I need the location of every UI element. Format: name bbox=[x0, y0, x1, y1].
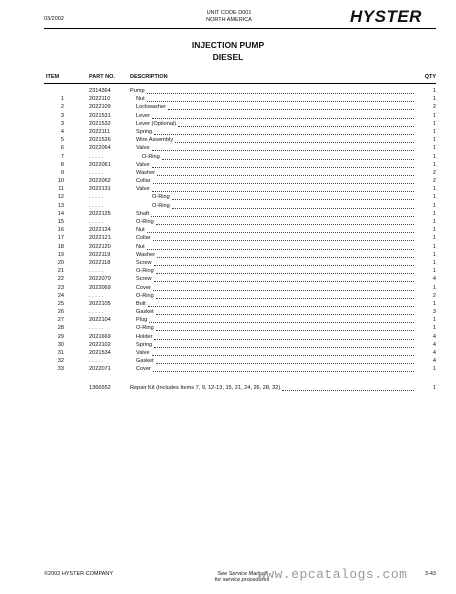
item-number: 33 bbox=[57, 366, 64, 373]
table-row bbox=[44, 284, 436, 292]
leader-dots bbox=[154, 341, 414, 348]
leader-dots bbox=[154, 333, 414, 340]
table-row bbox=[44, 267, 436, 275]
item-number: 17 bbox=[57, 235, 64, 242]
quantity: 1 bbox=[432, 96, 436, 103]
description-text: O-Ring bbox=[152, 202, 170, 209]
table-row bbox=[44, 153, 436, 161]
table-row bbox=[44, 185, 436, 193]
table-row bbox=[44, 177, 436, 185]
item-number: 3 bbox=[60, 120, 64, 127]
item-number: 10 bbox=[57, 178, 64, 185]
description-text: Wire Assembly bbox=[136, 137, 173, 144]
description-text: Valve bbox=[136, 186, 150, 193]
description bbox=[130, 177, 414, 185]
quantity: 1 bbox=[432, 186, 436, 193]
description bbox=[130, 349, 414, 357]
description-text: Screw bbox=[136, 259, 152, 266]
part-number: 2022118 bbox=[89, 259, 111, 266]
issue-date: 03/2002 bbox=[44, 16, 64, 22]
leader-dots bbox=[156, 292, 414, 299]
page-number: 3-43 bbox=[424, 571, 436, 577]
part-number: 2022069 bbox=[89, 284, 111, 291]
description bbox=[130, 333, 414, 341]
part-number: 1366552 bbox=[89, 384, 111, 391]
table-row bbox=[44, 112, 436, 120]
parts-table bbox=[44, 87, 436, 392]
leader-dots bbox=[153, 177, 414, 184]
watermark: www.epcatalogs.com bbox=[258, 567, 408, 582]
leader-dots bbox=[156, 357, 414, 364]
quantity: 1 bbox=[432, 227, 436, 234]
description-text: Bolt bbox=[136, 300, 146, 307]
leader-dots bbox=[147, 95, 414, 102]
quantity: 1 bbox=[432, 300, 436, 307]
part-number: . . . . . bbox=[89, 268, 103, 275]
quantity: 1 bbox=[432, 128, 436, 135]
leader-dots bbox=[149, 316, 414, 323]
quantity: 1 bbox=[432, 194, 436, 201]
item-number: 20 bbox=[57, 259, 64, 266]
header-divider bbox=[44, 28, 436, 29]
description bbox=[130, 120, 414, 128]
part-number: 2022124 bbox=[89, 227, 111, 234]
page-subtitle: DIESEL bbox=[212, 52, 244, 62]
part-number: 2022109 bbox=[89, 104, 111, 111]
description bbox=[130, 95, 414, 103]
quantity: 4 bbox=[432, 350, 436, 356]
table-row bbox=[44, 251, 436, 259]
table-row bbox=[44, 308, 436, 316]
leader-dots bbox=[157, 251, 414, 258]
item-number: 6 bbox=[60, 145, 64, 152]
description bbox=[130, 144, 414, 152]
part-number: 2022070 bbox=[89, 276, 111, 283]
description-text: O-Ring bbox=[136, 219, 154, 225]
description bbox=[130, 284, 414, 292]
description bbox=[130, 161, 414, 169]
leader-dots bbox=[152, 185, 414, 192]
description bbox=[130, 128, 414, 136]
leader-dots bbox=[153, 234, 414, 241]
part-number: 2021534 bbox=[89, 350, 111, 356]
description-text: Repair Kit (Includes Items 7, 9, 12-13, 15, 21, 24, 26, 28, 32) bbox=[130, 384, 281, 391]
part-number: 2022119 bbox=[89, 251, 111, 258]
quantity: 1 bbox=[432, 251, 436, 258]
leader-dots bbox=[154, 128, 414, 135]
part-number: . . . . . bbox=[89, 153, 103, 160]
part-number: . . . . . bbox=[89, 202, 103, 209]
table-row bbox=[44, 120, 436, 128]
part-number: 2022102 bbox=[89, 341, 111, 348]
item-number: 26 bbox=[57, 309, 64, 316]
table-row bbox=[44, 136, 436, 144]
description bbox=[130, 324, 414, 332]
leader-dots bbox=[152, 112, 414, 119]
description bbox=[130, 316, 414, 324]
item-number: 21 bbox=[57, 268, 64, 275]
part-number: 2022111 bbox=[89, 128, 110, 135]
quantity: 1 bbox=[432, 88, 436, 94]
leader-dots bbox=[154, 259, 414, 266]
description-text: Collar bbox=[136, 235, 151, 242]
description bbox=[130, 243, 414, 251]
description bbox=[130, 202, 414, 210]
part-number: . . . . . bbox=[89, 358, 103, 365]
part-number: 2022125 bbox=[89, 210, 111, 217]
description bbox=[130, 210, 414, 218]
part-number: 2022062 bbox=[89, 178, 111, 185]
description-text: Spring bbox=[136, 128, 153, 135]
table-row bbox=[44, 210, 436, 218]
leader-dots bbox=[148, 300, 414, 307]
quantity: 2 bbox=[432, 104, 436, 111]
item-number: 25 bbox=[57, 300, 64, 307]
item-number: 16 bbox=[57, 227, 64, 234]
description bbox=[130, 300, 414, 308]
part-number: 2021531 bbox=[89, 112, 111, 119]
part-number: . . . . . bbox=[89, 325, 103, 332]
item-number: 24 bbox=[57, 292, 64, 299]
table-row bbox=[44, 357, 436, 365]
description bbox=[130, 365, 414, 373]
description bbox=[130, 251, 414, 259]
part-number: . . . . . bbox=[89, 292, 103, 299]
leader-dots bbox=[162, 153, 414, 160]
description-text: O-Ring bbox=[142, 153, 160, 160]
description bbox=[130, 308, 414, 316]
quantity: 1 bbox=[432, 161, 436, 168]
item-number: 8 bbox=[60, 161, 64, 168]
description-text: Washer bbox=[136, 169, 156, 176]
description-text: O-Ring bbox=[136, 292, 154, 299]
column-item: ITEM bbox=[46, 74, 60, 80]
description bbox=[130, 136, 414, 144]
item-number: 2 bbox=[60, 104, 64, 111]
quantity: 1 bbox=[432, 366, 436, 373]
leader-dots bbox=[178, 120, 414, 127]
item-number: 5 bbox=[60, 137, 64, 144]
item-number: 30 bbox=[57, 341, 64, 348]
leader-dots bbox=[172, 202, 414, 209]
part-number: . . . . . bbox=[89, 194, 103, 201]
table-row bbox=[44, 259, 436, 267]
description-text: Spring bbox=[136, 341, 153, 348]
description bbox=[130, 292, 414, 300]
part-number: 2022105 bbox=[89, 300, 111, 307]
item-number: 19 bbox=[57, 251, 64, 258]
table-row bbox=[44, 275, 436, 283]
description bbox=[130, 384, 414, 392]
leader-dots bbox=[156, 218, 414, 225]
table-row bbox=[44, 161, 436, 169]
description-text: Lever (Optional) bbox=[136, 120, 177, 127]
table-row bbox=[44, 324, 436, 332]
page-title: INJECTION PUMP bbox=[191, 40, 265, 50]
column-description: DESCRIPTION bbox=[130, 74, 168, 80]
item-number: 15 bbox=[57, 219, 64, 225]
table-row bbox=[44, 103, 436, 111]
description bbox=[130, 234, 414, 242]
description bbox=[130, 218, 414, 226]
quantity: 4 bbox=[432, 333, 436, 340]
table-row bbox=[44, 316, 436, 324]
leader-dots bbox=[151, 210, 414, 217]
description-text: Cover bbox=[136, 284, 151, 291]
table-row bbox=[44, 349, 436, 357]
quantity: 2 bbox=[432, 178, 436, 185]
leader-dots bbox=[156, 324, 414, 331]
description-text: O-Ring bbox=[136, 268, 154, 275]
quantity: 1 bbox=[432, 112, 436, 119]
description bbox=[130, 259, 414, 267]
service-note-line2: for service procedures bbox=[214, 577, 270, 583]
quantity: 1 bbox=[432, 325, 436, 332]
item-number: 23 bbox=[57, 284, 64, 291]
quantity: 4 bbox=[432, 341, 436, 348]
table-row bbox=[44, 87, 436, 95]
description bbox=[130, 275, 414, 283]
table-row bbox=[44, 365, 436, 373]
service-note-line1: See Service Manual bbox=[217, 571, 267, 577]
quantity: 1 bbox=[432, 235, 436, 242]
page-header bbox=[0, 0, 456, 30]
table-row bbox=[44, 234, 436, 242]
part-number: 2022104 bbox=[89, 317, 111, 324]
quantity: 3 bbox=[432, 309, 436, 316]
table-row bbox=[44, 169, 436, 177]
description-text: Valve bbox=[136, 145, 150, 152]
item-number: 7 bbox=[60, 153, 64, 160]
item-number: 1 bbox=[60, 96, 64, 103]
item-number: 31 bbox=[57, 350, 64, 356]
item-number: 11 bbox=[58, 186, 64, 193]
leader-dots bbox=[152, 161, 414, 168]
part-number: 2022131 bbox=[89, 186, 111, 193]
description bbox=[130, 341, 414, 349]
quantity: 1 bbox=[432, 219, 436, 225]
table-row bbox=[44, 341, 436, 349]
part-number: 2021669 bbox=[89, 333, 111, 340]
leader-dots bbox=[175, 136, 414, 143]
part-number: 2021532 bbox=[89, 120, 111, 127]
table-row bbox=[44, 202, 436, 210]
description bbox=[130, 267, 414, 275]
quantity: 1 bbox=[432, 243, 436, 250]
item-number: 9 bbox=[60, 169, 64, 176]
quantity: 4 bbox=[432, 276, 436, 283]
leader-dots bbox=[157, 169, 414, 176]
item-number: 13 bbox=[57, 202, 64, 209]
table-row bbox=[44, 144, 436, 152]
part-number: 2022061 bbox=[89, 161, 111, 168]
part-number: . . . . . bbox=[89, 309, 103, 316]
table-row bbox=[44, 193, 436, 201]
item-number: 22 bbox=[57, 276, 64, 283]
description-text: O-Ring bbox=[136, 325, 154, 332]
quantity: 1 bbox=[432, 268, 436, 275]
table-row bbox=[44, 243, 436, 251]
description bbox=[130, 112, 414, 120]
quantity: 1 bbox=[432, 145, 436, 152]
part-number: 2022071 bbox=[89, 366, 111, 373]
item-number: 12 bbox=[57, 194, 64, 201]
description-text: Washer bbox=[136, 251, 156, 258]
description-text: Cover bbox=[136, 366, 151, 373]
item-number: 29 bbox=[57, 333, 64, 340]
leader-dots bbox=[172, 193, 414, 200]
quantity: 1 bbox=[432, 284, 436, 291]
leader-dots bbox=[147, 243, 414, 250]
quantity: 1 bbox=[432, 137, 436, 144]
leader-dots bbox=[156, 308, 414, 315]
description bbox=[130, 169, 414, 177]
item-number: 3 bbox=[60, 112, 64, 119]
unit-code: UNIT CODE D001 bbox=[206, 10, 252, 16]
part-number: 2022120 bbox=[89, 243, 111, 250]
region: NORTH AMERICA bbox=[206, 17, 252, 23]
part-number: 2022110 bbox=[89, 96, 111, 103]
table-header-divider bbox=[44, 83, 436, 84]
part-number: 2022064 bbox=[89, 145, 111, 152]
description-text: Holder bbox=[136, 333, 153, 340]
part-number: 2314364 bbox=[89, 88, 111, 94]
part-number: 2021526 bbox=[89, 137, 111, 144]
leader-dots bbox=[147, 87, 414, 94]
quantity: 1 bbox=[432, 153, 436, 160]
description-text: Nut bbox=[136, 96, 145, 103]
brand-logo: HYSTER bbox=[350, 7, 422, 26]
table-row bbox=[44, 300, 436, 308]
description-text: Lever bbox=[136, 112, 150, 119]
description-text: Pump bbox=[130, 88, 145, 94]
table-row bbox=[44, 333, 436, 341]
description-text: Collar bbox=[136, 178, 151, 185]
description bbox=[130, 226, 414, 234]
part-number: . . . . . bbox=[89, 169, 103, 176]
table-row bbox=[44, 226, 436, 234]
quantity: 2 bbox=[432, 169, 436, 176]
item-number: 32 bbox=[57, 358, 64, 365]
description bbox=[130, 193, 414, 201]
description bbox=[130, 103, 414, 111]
item-number: 27 bbox=[57, 317, 64, 324]
description-text: Valve bbox=[136, 161, 150, 168]
item-number: 4 bbox=[60, 128, 64, 135]
item-number: 18 bbox=[57, 243, 64, 250]
description-text: Nut bbox=[136, 243, 145, 250]
leader-dots bbox=[153, 284, 414, 291]
leader-dots bbox=[153, 365, 414, 372]
leader-dots bbox=[152, 349, 414, 356]
table-header bbox=[44, 74, 436, 82]
description-text: Nut bbox=[136, 227, 145, 234]
description bbox=[130, 87, 414, 95]
repair-kit-row bbox=[44, 384, 436, 392]
item-number: 14 bbox=[57, 210, 64, 217]
quantity: 1 bbox=[432, 259, 436, 266]
description-text: Screw bbox=[136, 276, 152, 283]
leader-dots bbox=[168, 103, 414, 110]
part-number: 2022121 bbox=[89, 235, 111, 242]
description-text: Lockwasher bbox=[136, 104, 166, 111]
copyright: ©2002 HYSTER COMPANY bbox=[44, 571, 114, 577]
quantity: 1 bbox=[432, 202, 436, 209]
column-qty: QTY bbox=[424, 74, 436, 80]
quantity: 1 bbox=[432, 317, 436, 324]
table-row bbox=[44, 218, 436, 226]
part-number: . . . . . bbox=[89, 219, 103, 225]
description-text: Valve bbox=[136, 350, 150, 356]
table-row bbox=[44, 128, 436, 136]
description-text: Plug bbox=[136, 317, 148, 324]
quantity: 2 bbox=[432, 292, 436, 299]
quantity: 1 bbox=[432, 210, 436, 217]
table-row bbox=[44, 95, 436, 103]
quantity: 1 bbox=[432, 120, 436, 127]
row-gap bbox=[44, 374, 436, 384]
description bbox=[130, 153, 414, 161]
leader-dots bbox=[154, 275, 414, 282]
item-number: 28 bbox=[57, 325, 64, 332]
leader-dots bbox=[282, 384, 414, 391]
leader-dots bbox=[152, 144, 414, 151]
unit-code-block bbox=[206, 10, 252, 24]
description bbox=[130, 357, 414, 365]
quantity: 1 bbox=[432, 384, 436, 391]
description-text: Shaft bbox=[136, 210, 150, 217]
description-text: Gasket bbox=[136, 309, 154, 316]
quantity: 4 bbox=[432, 358, 436, 365]
leader-dots bbox=[147, 226, 414, 233]
description-text: Gasket bbox=[136, 358, 154, 365]
description bbox=[130, 185, 414, 193]
leader-dots bbox=[156, 267, 414, 274]
description-text: O-Ring bbox=[152, 194, 170, 201]
column-part-no: PART NO. bbox=[89, 74, 115, 80]
table-row bbox=[44, 292, 436, 300]
